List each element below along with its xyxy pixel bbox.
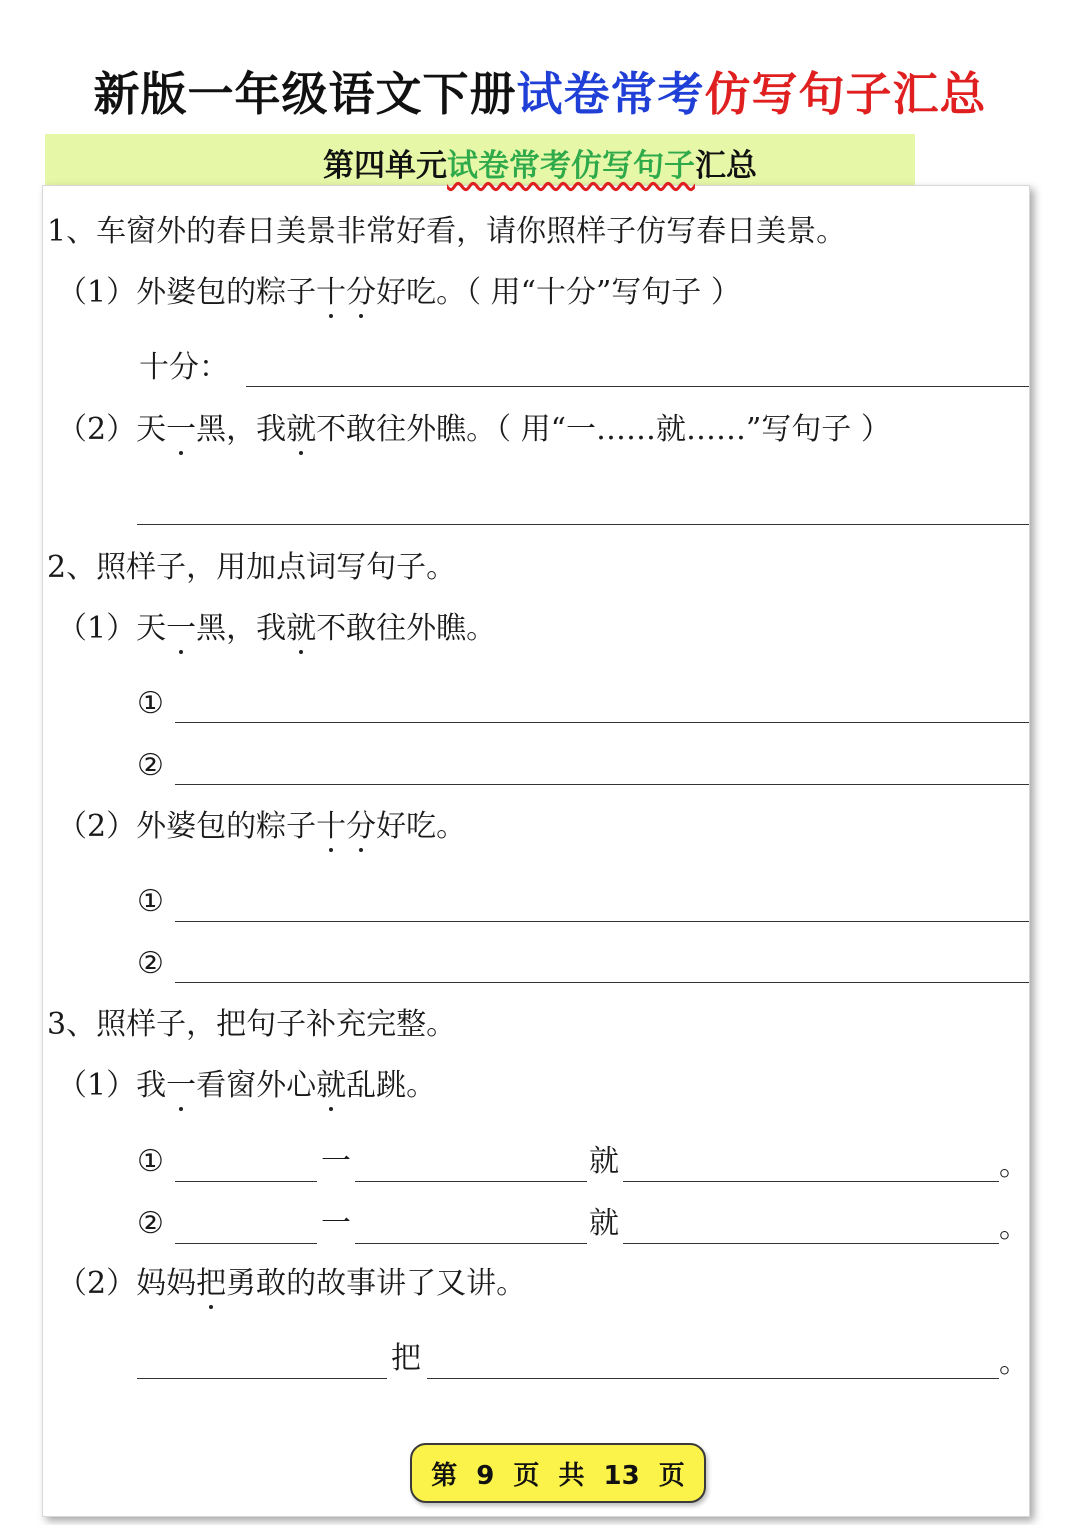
q3-r1-end: 。	[999, 1148, 1029, 1183]
q1-s1-pre: （1）外婆包的粽子	[57, 275, 317, 310]
q2-s2-num-1: ①	[137, 884, 164, 919]
q3-title: 3、照样子，把句子补充完整。	[47, 1007, 457, 1042]
title-part-1: 新版一年级语文下册	[93, 67, 517, 121]
q3-sentence-1	[57, 1066, 436, 1106]
q1-s1-post: 好吃。（ 用“十分”写句子 ）	[376, 275, 741, 310]
q2-s1-answer-line-2[interactable]	[175, 784, 1029, 785]
q2-s2-answer-line-2[interactable]	[175, 982, 1029, 983]
title-part-2: 试卷常考	[516, 67, 705, 121]
q2-sentence-1	[57, 609, 496, 649]
q3-s1-post: 乱跳。	[346, 1068, 437, 1103]
page-title	[0, 58, 1080, 124]
unit-title	[0, 140, 1080, 185]
q2-s1-answer-line-1[interactable]	[175, 722, 1029, 723]
q1-s2-dotted-2: 就	[286, 410, 316, 450]
unit-title-part-3: 汇总	[695, 148, 757, 184]
q3-s2-ba: 把	[391, 1341, 421, 1376]
q1-s1-dotted-2: 分	[346, 273, 376, 313]
q3-s1-dotted-1: 一	[166, 1066, 196, 1106]
worksheet-paper	[42, 185, 1030, 1517]
q2-s2-num-2: ②	[137, 946, 164, 981]
q2-s1-mid: 黑，我	[196, 611, 287, 646]
q3-r1-jiu: 就	[589, 1144, 619, 1179]
q1-title: 1、车窗外的春日美景非常好看，请你照样子仿写春日美景。	[47, 214, 847, 249]
q3-s2-post: 勇敢的故事讲了又讲。	[226, 1266, 527, 1301]
q3-s1-num-1: ①	[137, 1144, 164, 1179]
q2-s1-dotted-1: 一	[166, 609, 196, 649]
q2-s1-pre: （1）天	[57, 611, 167, 646]
q2-s2-post: 好吃。	[376, 809, 467, 844]
q1-s2-dotted-1: 一	[166, 410, 196, 450]
q3-s2-dotted-1: 把	[196, 1264, 226, 1304]
q1-answer-line-1[interactable]	[246, 386, 1029, 387]
q2-s2-dotted-2: 分	[346, 807, 376, 847]
unit-title-part-1: 第四单元	[323, 148, 447, 184]
q2-s2-pre: （2）外婆包的粽子	[57, 809, 317, 844]
q3-r1-yi: 一	[321, 1144, 351, 1179]
q3-sentence-2	[57, 1264, 526, 1304]
q2-s1-dotted-2: 就	[286, 609, 316, 649]
title-part-3: 仿写句子汇总	[704, 67, 987, 121]
page-number-badge: 第 9 页 共 13 页	[410, 1443, 706, 1503]
q3-s1-pre: （1）我	[57, 1068, 167, 1103]
q1-s1-dotted-1: 十	[316, 273, 346, 313]
q3-s2-end: 。	[999, 1345, 1029, 1380]
unit-title-part-2: 试卷常考仿写句子	[447, 148, 695, 184]
q3-r2-blank-a[interactable]	[175, 1243, 317, 1244]
q3-r2-yi: 一	[321, 1206, 351, 1241]
q1-label-shifen: 十分：	[139, 350, 229, 385]
q2-s2-answer-line-1[interactable]	[175, 921, 1029, 922]
q1-sentence-2	[57, 410, 891, 450]
q3-r2-jiu: 就	[589, 1206, 619, 1241]
q3-r2-end: 。	[999, 1210, 1029, 1245]
q2-s2-dotted-1: 十	[316, 807, 346, 847]
q3-s2-blank-b[interactable]	[427, 1378, 999, 1379]
q2-s1-num-2: ②	[137, 748, 164, 783]
q3-s2-blank-a[interactable]	[137, 1378, 387, 1379]
q3-r1-blank-a[interactable]	[175, 1181, 317, 1182]
q3-r1-blank-b[interactable]	[355, 1181, 587, 1182]
q3-s1-dotted-2: 就	[316, 1066, 346, 1106]
q1-s2-post: 不敢往外瞧。（ 用“一……就……”写句子 ）	[316, 412, 891, 447]
q3-s1-mid: 看窗外心	[196, 1068, 317, 1103]
q1-sentence-1	[57, 273, 741, 313]
q1-answer-line-2[interactable]	[137, 524, 1029, 525]
q3-r2-blank-c[interactable]	[623, 1243, 999, 1244]
q1-s2-mid: 黑，我	[196, 412, 287, 447]
q3-s2-pre: （2）妈妈	[57, 1266, 197, 1301]
q2-s1-post: 不敢往外瞧。	[316, 611, 497, 646]
q3-r2-blank-b[interactable]	[355, 1243, 587, 1244]
q1-s2-pre: （2）天	[57, 412, 167, 447]
q2-s1-num-1: ①	[137, 686, 164, 721]
q3-s1-num-2: ②	[137, 1206, 164, 1241]
q2-sentence-2	[57, 807, 466, 847]
q2-title: 2、照样子，用加点词写句子。	[47, 550, 457, 585]
q3-r1-blank-c[interactable]	[623, 1181, 999, 1182]
